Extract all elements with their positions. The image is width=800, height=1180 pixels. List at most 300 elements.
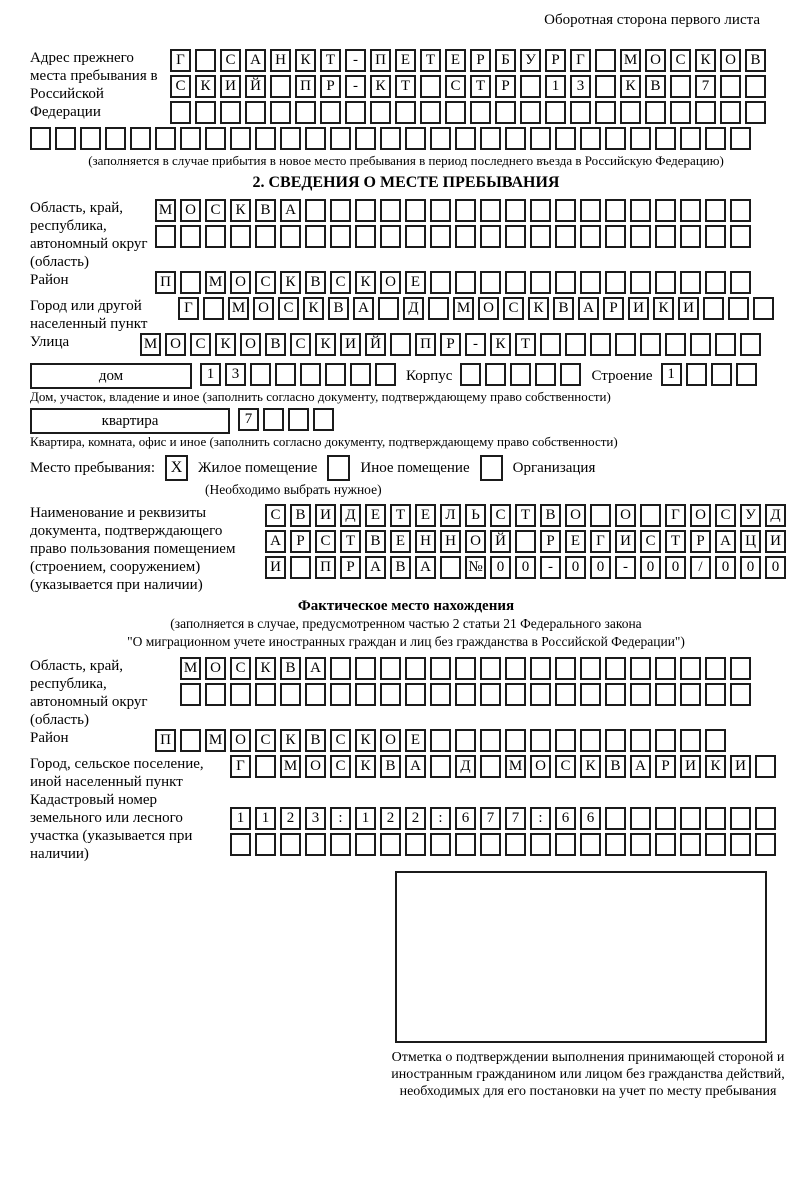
char-cell[interactable] — [655, 127, 676, 150]
char-cell[interactable] — [680, 729, 701, 752]
char-cell[interactable]: С — [265, 504, 286, 527]
char-cell[interactable] — [645, 101, 666, 124]
char-cell[interactable] — [380, 833, 401, 856]
char-cell[interactable] — [480, 683, 501, 706]
char-cell[interactable]: В — [745, 49, 766, 72]
char-cell[interactable] — [370, 101, 391, 124]
char-cell[interactable]: С — [670, 49, 691, 72]
char-cell[interactable] — [480, 833, 501, 856]
char-cell[interactable] — [605, 833, 626, 856]
char-cell[interactable]: А — [715, 530, 736, 553]
char-cell[interactable] — [305, 683, 326, 706]
char-cell[interactable]: А — [630, 755, 651, 778]
char-cell[interactable]: Д — [403, 297, 424, 320]
char-cell[interactable] — [255, 683, 276, 706]
char-cell[interactable] — [203, 297, 224, 320]
char-cell[interactable] — [205, 127, 226, 150]
char-cell[interactable] — [580, 271, 601, 294]
char-cell[interactable] — [430, 683, 451, 706]
char-cell[interactable] — [555, 271, 576, 294]
char-cell[interactable]: О — [253, 297, 274, 320]
zhiloe-checkbox[interactable]: X — [165, 455, 188, 481]
char-cell[interactable] — [620, 101, 641, 124]
char-cell[interactable] — [545, 101, 566, 124]
char-cell[interactable] — [590, 333, 611, 356]
char-cell[interactable]: Е — [415, 504, 436, 527]
char-cell[interactable]: И — [680, 755, 701, 778]
char-cell[interactable]: Б — [495, 49, 516, 72]
char-cell[interactable] — [505, 199, 526, 222]
char-cell[interactable] — [220, 101, 241, 124]
char-cell[interactable]: К — [303, 297, 324, 320]
char-cell[interactable] — [630, 657, 651, 680]
char-cell[interactable] — [530, 199, 551, 222]
char-cell[interactable] — [460, 363, 481, 386]
char-cell[interactable] — [430, 225, 451, 248]
char-cell[interactable]: К — [355, 729, 376, 752]
char-cell[interactable] — [195, 49, 216, 72]
char-cell[interactable] — [555, 657, 576, 680]
char-cell[interactable]: И — [340, 333, 361, 356]
char-cell[interactable]: Г — [178, 297, 199, 320]
char-cell[interactable]: М — [228, 297, 249, 320]
char-cell[interactable]: 2 — [380, 807, 401, 830]
char-cell[interactable]: Т — [320, 49, 341, 72]
char-cell[interactable] — [580, 199, 601, 222]
char-cell[interactable] — [455, 729, 476, 752]
char-cell[interactable]: К — [528, 297, 549, 320]
char-cell[interactable]: К — [355, 755, 376, 778]
char-cell[interactable]: Р — [290, 530, 311, 553]
char-cell[interactable] — [730, 199, 751, 222]
char-cell[interactable]: С — [190, 333, 211, 356]
char-cell[interactable] — [390, 333, 411, 356]
char-cell[interactable]: Г — [665, 504, 686, 527]
char-cell[interactable]: С — [290, 333, 311, 356]
char-cell[interactable] — [380, 127, 401, 150]
char-cell[interactable] — [355, 683, 376, 706]
char-cell[interactable]: И — [220, 75, 241, 98]
char-cell[interactable] — [680, 225, 701, 248]
char-cell[interactable]: К — [490, 333, 511, 356]
char-cell[interactable] — [505, 127, 526, 150]
char-cell[interactable] — [505, 225, 526, 248]
char-cell[interactable]: П — [415, 333, 436, 356]
char-cell[interactable] — [330, 199, 351, 222]
char-cell[interactable] — [455, 271, 476, 294]
char-cell[interactable] — [255, 127, 276, 150]
char-cell[interactable]: - — [345, 49, 366, 72]
char-cell[interactable]: : — [530, 807, 551, 830]
char-cell[interactable] — [355, 833, 376, 856]
char-cell[interactable] — [330, 833, 351, 856]
char-cell[interactable] — [355, 127, 376, 150]
char-cell[interactable]: О — [465, 530, 486, 553]
char-cell[interactable]: О — [565, 504, 586, 527]
char-cell[interactable]: Т — [390, 504, 411, 527]
char-cell[interactable] — [590, 504, 611, 527]
char-cell[interactable]: О — [478, 297, 499, 320]
char-cell[interactable] — [470, 101, 491, 124]
char-cell[interactable] — [480, 271, 501, 294]
char-cell[interactable] — [313, 408, 334, 431]
char-cell[interactable] — [740, 333, 761, 356]
char-cell[interactable]: М — [505, 755, 526, 778]
char-cell[interactable]: К — [195, 75, 216, 98]
char-cell[interactable]: С — [490, 504, 511, 527]
char-cell[interactable] — [378, 297, 399, 320]
char-cell[interactable] — [355, 199, 376, 222]
char-cell[interactable]: М — [620, 49, 641, 72]
char-cell[interactable]: Т — [395, 75, 416, 98]
char-cell[interactable]: Г — [570, 49, 591, 72]
char-cell[interactable]: О — [240, 333, 261, 356]
char-cell[interactable] — [355, 657, 376, 680]
char-cell[interactable] — [595, 101, 616, 124]
char-cell[interactable] — [455, 833, 476, 856]
char-cell[interactable]: Р — [340, 556, 361, 579]
char-cell[interactable]: Р — [440, 333, 461, 356]
char-cell[interactable] — [555, 729, 576, 752]
char-cell[interactable] — [330, 127, 351, 150]
char-cell[interactable]: И — [628, 297, 649, 320]
char-cell[interactable]: 3 — [305, 807, 326, 830]
char-cell[interactable] — [530, 225, 551, 248]
char-cell[interactable] — [245, 101, 266, 124]
char-cell[interactable]: 3 — [225, 363, 246, 386]
char-cell[interactable] — [405, 225, 426, 248]
char-cell[interactable]: Д — [455, 755, 476, 778]
char-cell[interactable]: - — [465, 333, 486, 356]
char-cell[interactable] — [730, 127, 751, 150]
char-cell[interactable] — [680, 807, 701, 830]
char-cell[interactable] — [680, 127, 701, 150]
char-cell[interactable]: К — [370, 75, 391, 98]
char-cell[interactable] — [430, 199, 451, 222]
char-cell[interactable]: Г — [590, 530, 611, 553]
char-cell[interactable] — [230, 225, 251, 248]
char-cell[interactable]: Д — [765, 504, 786, 527]
char-cell[interactable] — [325, 363, 346, 386]
char-cell[interactable]: Т — [665, 530, 686, 553]
char-cell[interactable]: 6 — [580, 807, 601, 830]
char-cell[interactable]: 0 — [665, 556, 686, 579]
char-cell[interactable] — [655, 807, 676, 830]
char-cell[interactable]: И — [678, 297, 699, 320]
char-cell[interactable]: Р — [540, 530, 561, 553]
char-cell[interactable] — [355, 225, 376, 248]
char-cell[interactable] — [570, 101, 591, 124]
char-cell[interactable]: 1 — [230, 807, 251, 830]
char-cell[interactable] — [230, 127, 251, 150]
char-cell[interactable]: А — [305, 657, 326, 680]
char-cell[interactable]: О — [380, 271, 401, 294]
char-cell[interactable]: В — [645, 75, 666, 98]
char-cell[interactable]: М — [280, 755, 301, 778]
char-cell[interactable] — [655, 271, 676, 294]
char-cell[interactable]: 7 — [505, 807, 526, 830]
char-cell[interactable] — [55, 127, 76, 150]
char-cell[interactable]: О — [205, 657, 226, 680]
char-cell[interactable] — [690, 333, 711, 356]
char-cell[interactable] — [655, 833, 676, 856]
char-cell[interactable] — [305, 127, 326, 150]
char-cell[interactable] — [560, 363, 581, 386]
char-cell[interactable] — [105, 127, 126, 150]
char-cell[interactable] — [155, 225, 176, 248]
char-cell[interactable]: П — [155, 729, 176, 752]
char-cell[interactable] — [670, 75, 691, 98]
char-cell[interactable] — [720, 101, 741, 124]
char-cell[interactable]: К — [580, 755, 601, 778]
char-cell[interactable] — [655, 683, 676, 706]
char-cell[interactable] — [730, 807, 751, 830]
char-cell[interactable]: 0 — [715, 556, 736, 579]
char-cell[interactable] — [180, 271, 201, 294]
char-cell[interactable] — [305, 833, 326, 856]
char-cell[interactable] — [405, 833, 426, 856]
char-cell[interactable]: П — [295, 75, 316, 98]
char-cell[interactable]: К — [255, 657, 276, 680]
char-cell[interactable] — [380, 683, 401, 706]
char-cell[interactable] — [480, 199, 501, 222]
char-cell[interactable]: Р — [545, 49, 566, 72]
char-cell[interactable]: А — [280, 199, 301, 222]
char-cell[interactable] — [430, 729, 451, 752]
char-cell[interactable]: 1 — [200, 363, 221, 386]
char-cell[interactable]: П — [315, 556, 336, 579]
char-cell[interactable]: Н — [415, 530, 436, 553]
char-cell[interactable] — [455, 225, 476, 248]
char-cell[interactable] — [630, 833, 651, 856]
char-cell[interactable] — [280, 127, 301, 150]
char-cell[interactable] — [640, 333, 661, 356]
char-cell[interactable]: Ь — [465, 504, 486, 527]
char-cell[interactable] — [305, 199, 326, 222]
char-cell[interactable]: Р — [495, 75, 516, 98]
char-cell[interactable]: - — [540, 556, 561, 579]
char-cell[interactable] — [275, 363, 296, 386]
char-cell[interactable]: О — [305, 755, 326, 778]
char-cell[interactable] — [540, 333, 561, 356]
char-cell[interactable]: В — [265, 333, 286, 356]
char-cell[interactable] — [405, 199, 426, 222]
char-cell[interactable]: Р — [655, 755, 676, 778]
char-cell[interactable] — [680, 199, 701, 222]
char-cell[interactable]: М — [155, 199, 176, 222]
organizatsiya-checkbox[interactable] — [480, 455, 503, 481]
char-cell[interactable] — [680, 833, 701, 856]
char-cell[interactable]: И — [765, 530, 786, 553]
char-cell[interactable] — [605, 127, 626, 150]
char-cell[interactable]: 1 — [355, 807, 376, 830]
char-cell[interactable]: О — [180, 199, 201, 222]
char-cell[interactable]: Е — [445, 49, 466, 72]
char-cell[interactable] — [230, 683, 251, 706]
char-cell[interactable] — [505, 683, 526, 706]
char-cell[interactable] — [705, 271, 726, 294]
char-cell[interactable] — [195, 101, 216, 124]
char-cell[interactable] — [530, 683, 551, 706]
char-cell[interactable] — [680, 683, 701, 706]
char-cell[interactable]: А — [245, 49, 266, 72]
char-cell[interactable]: К — [280, 271, 301, 294]
char-cell[interactable] — [345, 101, 366, 124]
char-cell[interactable] — [515, 530, 536, 553]
char-cell[interactable]: Г — [170, 49, 191, 72]
char-cell[interactable]: Р — [470, 49, 491, 72]
char-cell[interactable] — [455, 683, 476, 706]
char-cell[interactable] — [510, 363, 531, 386]
char-cell[interactable] — [630, 199, 651, 222]
char-cell[interactable]: : — [430, 807, 451, 830]
char-cell[interactable] — [250, 363, 271, 386]
char-cell[interactable] — [288, 408, 309, 431]
char-cell[interactable]: 3 — [570, 75, 591, 98]
char-cell[interactable] — [505, 833, 526, 856]
char-cell[interactable]: 2 — [405, 807, 426, 830]
char-cell[interactable] — [580, 729, 601, 752]
char-cell[interactable] — [580, 683, 601, 706]
char-cell[interactable]: К — [653, 297, 674, 320]
char-cell[interactable] — [170, 101, 191, 124]
char-cell[interactable]: В — [290, 504, 311, 527]
char-cell[interactable] — [180, 127, 201, 150]
char-cell[interactable]: Й — [365, 333, 386, 356]
char-cell[interactable]: С — [278, 297, 299, 320]
char-cell[interactable]: М — [453, 297, 474, 320]
char-cell[interactable] — [530, 657, 551, 680]
char-cell[interactable] — [375, 363, 396, 386]
char-cell[interactable]: Е — [405, 271, 426, 294]
char-cell[interactable]: Е — [565, 530, 586, 553]
char-cell[interactable] — [605, 807, 626, 830]
char-cell[interactable]: В — [255, 199, 276, 222]
char-cell[interactable]: И — [265, 556, 286, 579]
char-cell[interactable] — [605, 199, 626, 222]
char-cell[interactable] — [605, 683, 626, 706]
char-cell[interactable] — [405, 657, 426, 680]
char-cell[interactable] — [705, 225, 726, 248]
char-cell[interactable] — [736, 363, 757, 386]
char-cell[interactable]: К — [315, 333, 336, 356]
char-cell[interactable] — [395, 101, 416, 124]
char-cell[interactable]: С — [255, 271, 276, 294]
char-cell[interactable]: Д — [340, 504, 361, 527]
char-cell[interactable]: О — [645, 49, 666, 72]
char-cell[interactable]: И — [615, 530, 636, 553]
char-cell[interactable] — [130, 127, 151, 150]
char-cell[interactable] — [430, 127, 451, 150]
char-cell[interactable] — [30, 127, 51, 150]
char-cell[interactable] — [630, 729, 651, 752]
char-cell[interactable] — [655, 199, 676, 222]
char-cell[interactable]: 0 — [765, 556, 786, 579]
char-cell[interactable]: Т — [470, 75, 491, 98]
char-cell[interactable]: 2 — [280, 807, 301, 830]
char-cell[interactable] — [665, 333, 686, 356]
char-cell[interactable] — [703, 297, 724, 320]
char-cell[interactable] — [655, 657, 676, 680]
char-cell[interactable] — [505, 729, 526, 752]
char-cell[interactable] — [670, 101, 691, 124]
char-cell[interactable]: С — [640, 530, 661, 553]
char-cell[interactable] — [205, 225, 226, 248]
char-cell[interactable]: 7 — [238, 408, 259, 431]
char-cell[interactable] — [730, 657, 751, 680]
char-cell[interactable] — [430, 755, 451, 778]
char-cell[interactable]: 6 — [555, 807, 576, 830]
char-cell[interactable] — [720, 75, 741, 98]
char-cell[interactable]: Й — [490, 530, 511, 553]
char-cell[interactable]: О — [615, 504, 636, 527]
char-cell[interactable]: : — [330, 807, 351, 830]
char-cell[interactable] — [280, 683, 301, 706]
inoe-checkbox[interactable] — [327, 455, 350, 481]
char-cell[interactable] — [595, 75, 616, 98]
char-cell[interactable] — [455, 127, 476, 150]
char-cell[interactable]: Р — [320, 75, 341, 98]
char-cell[interactable] — [730, 683, 751, 706]
char-cell[interactable]: М — [140, 333, 161, 356]
char-cell[interactable] — [295, 101, 316, 124]
char-cell[interactable] — [565, 333, 586, 356]
char-cell[interactable]: М — [180, 657, 201, 680]
char-cell[interactable] — [580, 833, 601, 856]
char-cell[interactable] — [705, 199, 726, 222]
char-cell[interactable] — [290, 556, 311, 579]
char-cell[interactable]: Е — [405, 729, 426, 752]
char-cell[interactable] — [728, 297, 749, 320]
char-cell[interactable] — [630, 127, 651, 150]
char-cell[interactable] — [480, 755, 501, 778]
char-cell[interactable]: П — [155, 271, 176, 294]
char-cell[interactable]: К — [620, 75, 641, 98]
char-cell[interactable] — [730, 271, 751, 294]
char-cell[interactable] — [480, 657, 501, 680]
char-cell[interactable] — [445, 101, 466, 124]
char-cell[interactable] — [480, 729, 501, 752]
char-cell[interactable]: В — [540, 504, 561, 527]
char-cell[interactable]: А — [353, 297, 374, 320]
char-cell[interactable]: С — [330, 729, 351, 752]
char-cell[interactable] — [580, 225, 601, 248]
char-cell[interactable] — [440, 556, 461, 579]
char-cell[interactable]: К — [230, 199, 251, 222]
char-cell[interactable] — [530, 271, 551, 294]
char-cell[interactable] — [300, 363, 321, 386]
char-cell[interactable]: Л — [440, 504, 461, 527]
char-cell[interactable] — [630, 271, 651, 294]
char-cell[interactable]: 0 — [590, 556, 611, 579]
char-cell[interactable]: 6 — [455, 807, 476, 830]
char-cell[interactable]: Н — [440, 530, 461, 553]
char-cell[interactable]: К — [295, 49, 316, 72]
char-cell[interactable] — [605, 657, 626, 680]
char-cell[interactable]: Й — [245, 75, 266, 98]
char-cell[interactable]: С — [170, 75, 191, 98]
char-cell[interactable] — [655, 729, 676, 752]
char-cell[interactable] — [428, 297, 449, 320]
char-cell[interactable] — [270, 75, 291, 98]
char-cell[interactable]: П — [370, 49, 391, 72]
char-cell[interactable]: О — [165, 333, 186, 356]
char-cell[interactable] — [595, 49, 616, 72]
char-cell[interactable]: В — [390, 556, 411, 579]
char-cell[interactable]: О — [720, 49, 741, 72]
char-cell[interactable]: А — [415, 556, 436, 579]
char-cell[interactable]: К — [695, 49, 716, 72]
